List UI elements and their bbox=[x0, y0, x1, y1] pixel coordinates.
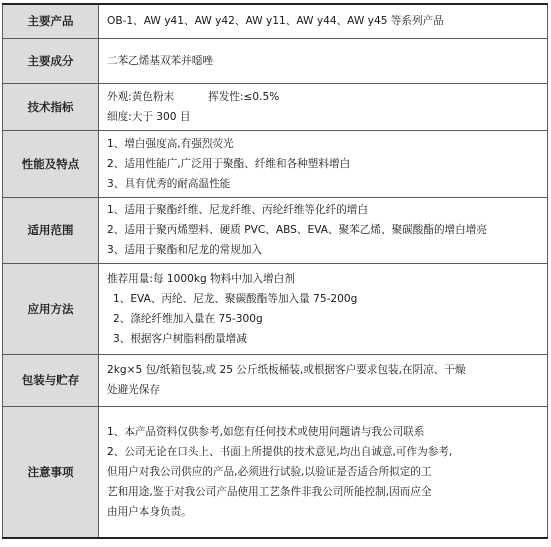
main-products-text: OB-1、AW y41、AW y42、AW y11、AW y44、AW y45 等系列产品 bbox=[107, 15, 444, 28]
label-performance: 性能及特点 bbox=[3, 130, 99, 197]
list-item: 2、适用于聚丙烯塑料、硬质 PVC、ABS、EVA、聚苯乙烯、聚碳酸酯的增白增亮 bbox=[107, 224, 487, 236]
label-notes: 注意事项 bbox=[3, 406, 99, 538]
label-main-products: 主要产品 bbox=[3, 4, 99, 38]
spec-table bbox=[2, 3, 548, 539]
fineness-spec: 细度:大于 300 目 bbox=[107, 110, 191, 123]
label-packaging-storage: 包装与贮存 bbox=[3, 354, 99, 406]
list-item: 1、EVA、丙纶、尼龙、聚碳酸酯等加入量 75-200g bbox=[113, 292, 358, 305]
list-item: 3、适用于聚酯和尼龙的常规加入 bbox=[107, 244, 263, 256]
list-item: 处避光保存 bbox=[107, 384, 160, 396]
list-item: 2、公司无论在口头上、书面上所提供的技术意见,均出自诚意,可作为参考, bbox=[107, 445, 453, 458]
volatility-spec: 挥发性:≤0.5% bbox=[208, 90, 280, 103]
row-main-products bbox=[3, 4, 548, 38]
value-notes bbox=[99, 406, 548, 538]
list-item: 1、本产品资料仅供参考,如您有任何技术或使用问题请与我公司联系 bbox=[107, 425, 425, 438]
value-tech-specs bbox=[99, 83, 548, 130]
row-usage-method bbox=[3, 263, 548, 354]
list-item: 由用户本身负责。 bbox=[107, 505, 192, 518]
label-application-scope: 适用范围 bbox=[3, 197, 99, 263]
row-tech-specs bbox=[3, 83, 548, 130]
value-packaging-storage bbox=[99, 354, 548, 406]
main-ingredient-text: 二苯乙烯基双苯并噁唑 bbox=[107, 54, 213, 67]
label-main-ingredient: 主要成分 bbox=[3, 38, 99, 83]
label-tech-specs: 技术指标 bbox=[3, 83, 99, 130]
row-main-ingredient bbox=[3, 38, 548, 83]
value-application-scope bbox=[99, 197, 548, 263]
row-notes bbox=[3, 406, 548, 538]
list-item: 但用户对我公司供应的产品,必须进行试验,以验证是否适合所拟定的工 bbox=[107, 465, 432, 478]
row-packaging-storage bbox=[3, 354, 548, 406]
list-item: 艺和用途,鉴于对我公司产品使用工艺条件非我公司所能控制,因而应全 bbox=[107, 485, 432, 498]
label-usage-method: 应用方法 bbox=[3, 263, 99, 354]
value-main-ingredient bbox=[99, 38, 548, 83]
value-usage-method bbox=[99, 263, 548, 354]
list-item: 2kg×5 包/纸箱包装,或 25 公斤纸板桶装,或根据客户要求包装,在阴凉、干燥 bbox=[107, 364, 466, 376]
value-performance bbox=[99, 130, 548, 197]
list-item: 2、涤纶纤维加入量在 75-300g bbox=[113, 312, 263, 325]
list-item: 3、具有优秀的耐高温性能 bbox=[107, 177, 231, 190]
list-item: 2、适用性能广,广泛用于聚酯、纤维和各种塑料增白 bbox=[107, 157, 351, 170]
list-item: 推荐用量:每 1000kg 物料中加入增白剂 bbox=[107, 272, 295, 285]
appearance-spec: 外观:黄色粉末 bbox=[107, 90, 175, 103]
list-item: 3、根据客户树脂料酌量增减 bbox=[113, 332, 247, 345]
list-item: 1、适用于聚酯纤维、尼龙纤维、丙纶纤维等化纤的增白 bbox=[107, 204, 368, 216]
list-item: 1、增白强度高,有强烈荧光 bbox=[107, 137, 234, 150]
value-main-products bbox=[99, 4, 548, 38]
row-application-scope bbox=[3, 197, 548, 263]
row-performance bbox=[3, 130, 548, 197]
